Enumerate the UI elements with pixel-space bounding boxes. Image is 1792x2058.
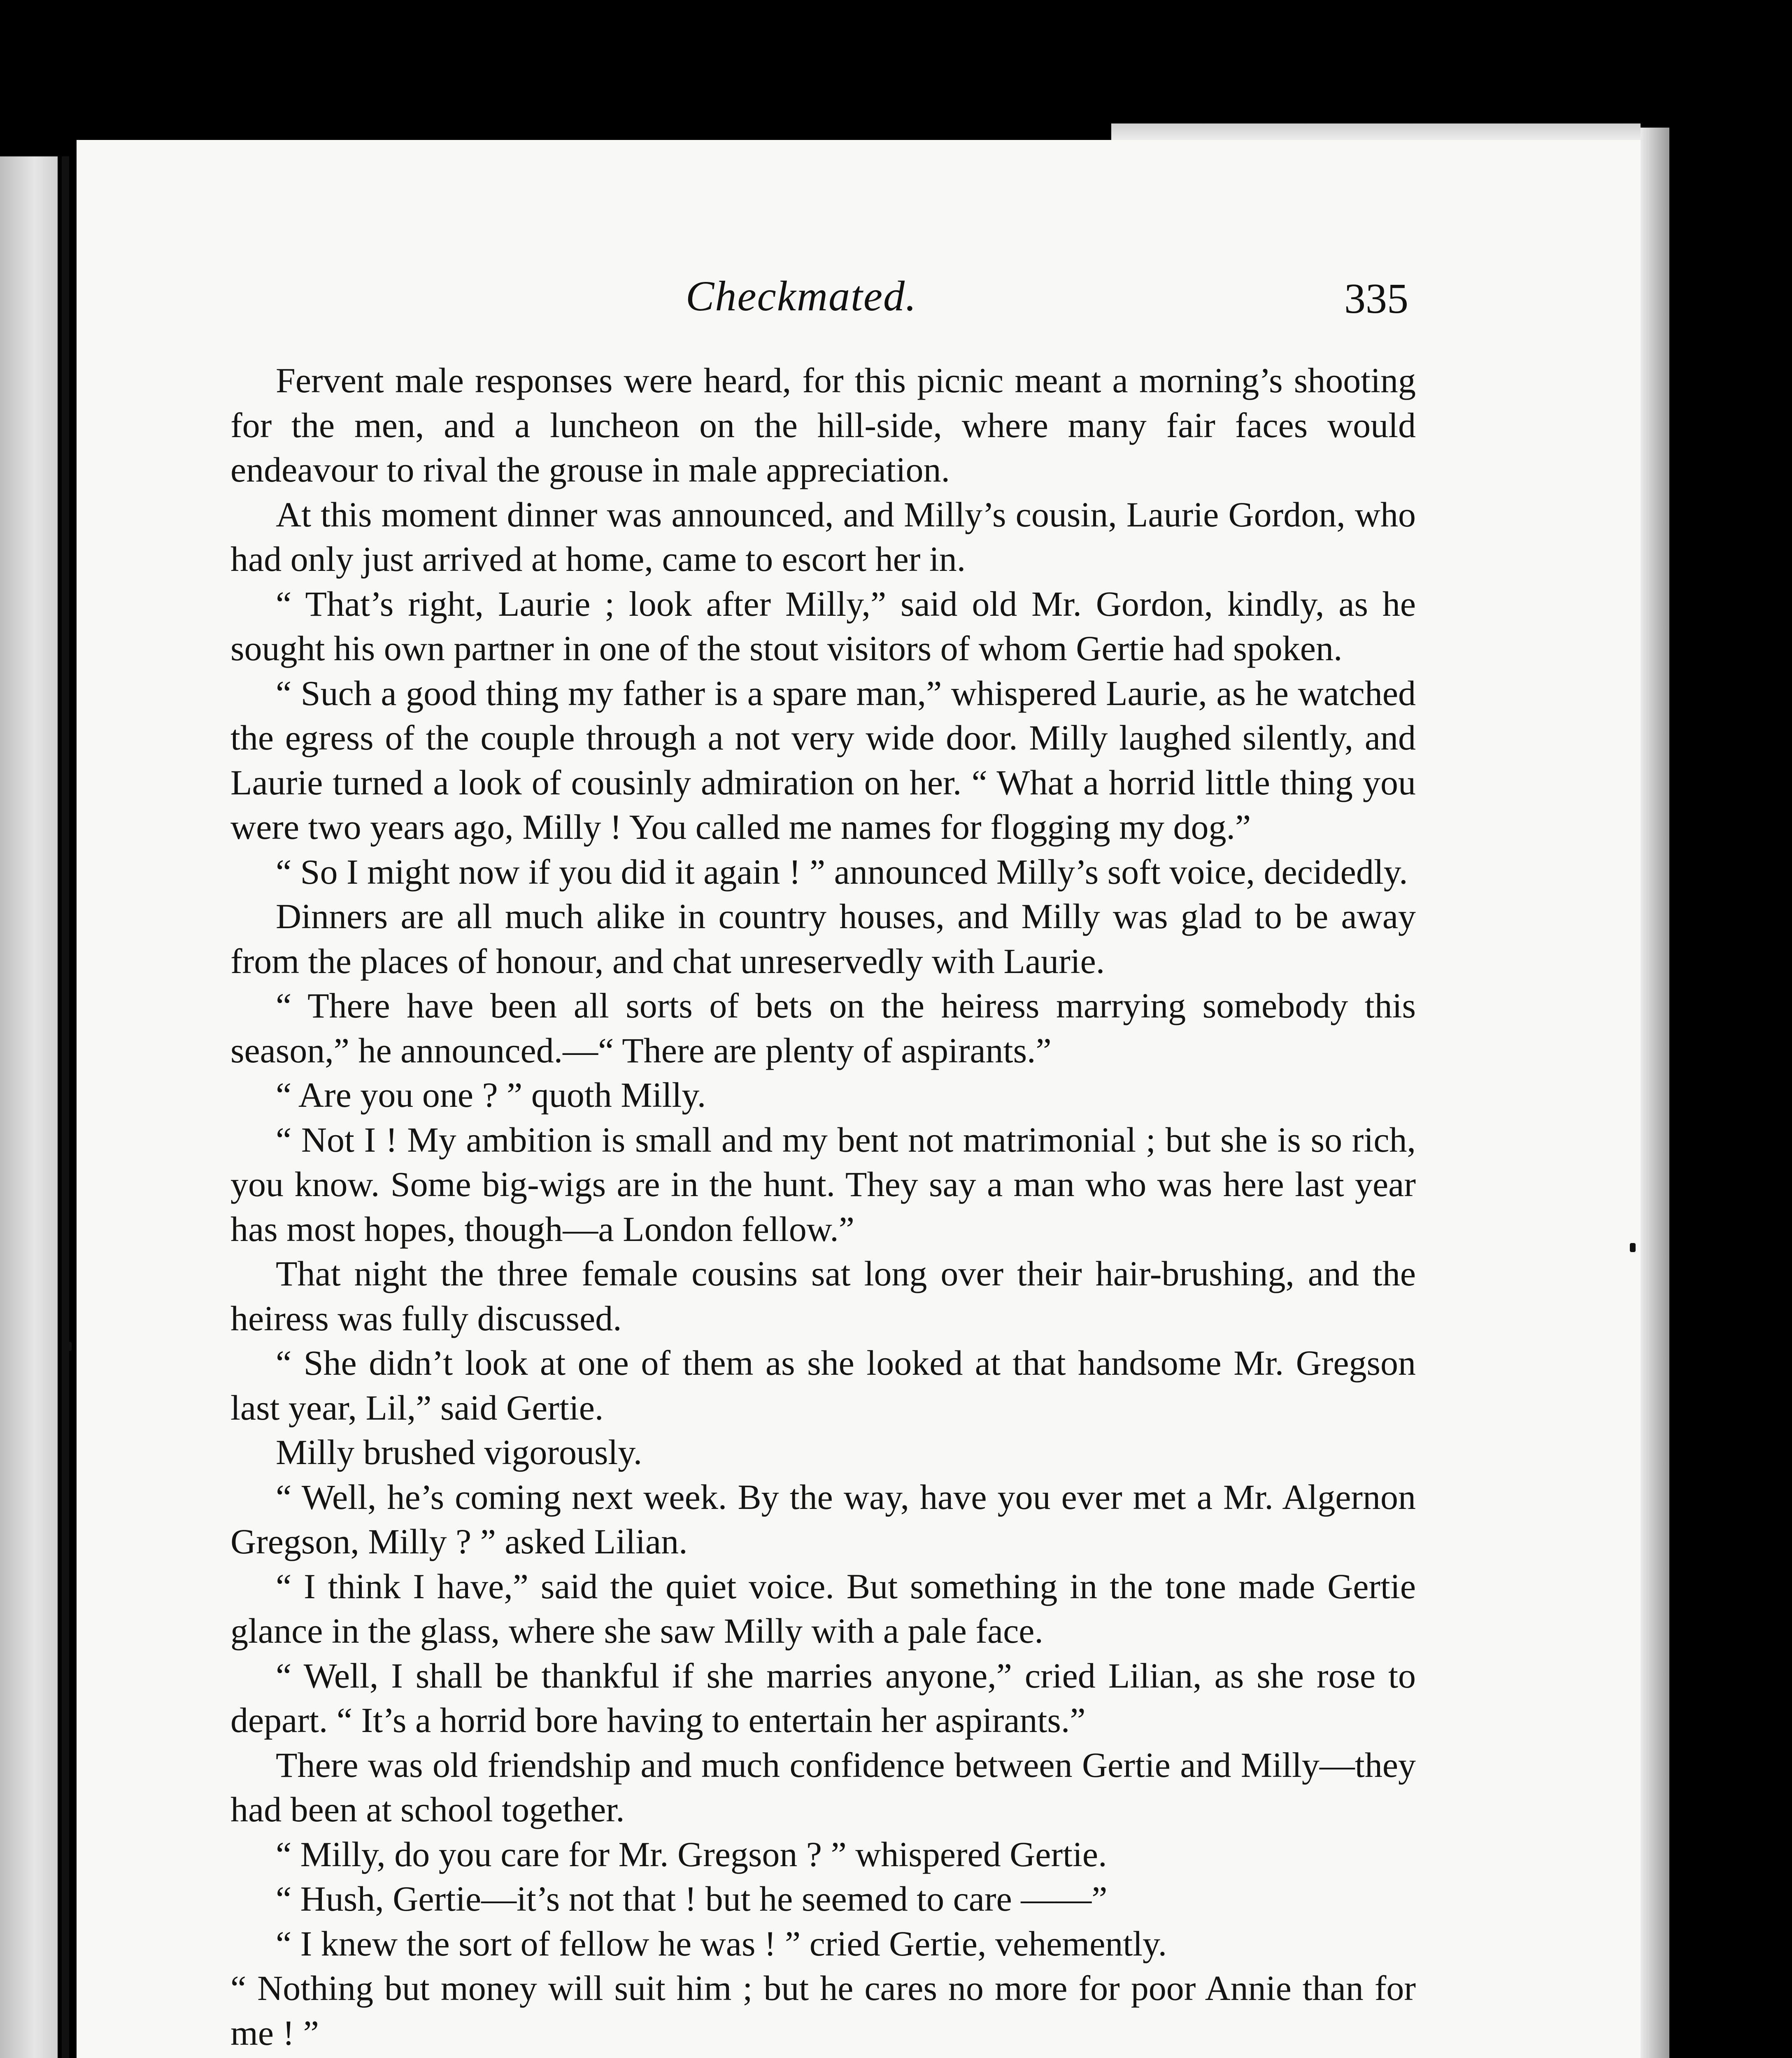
paragraph: “ Not I ! My ambition is small and my bent not matrimonial ; but she is so rich, you know. Some big-wigs are in the hunt. They say a man who was here last year has most hopes, though—a London fellow.” bbox=[230, 1120, 1416, 1249]
paragraph: “ Nothing but money will suit him ; but he cares no more for poor Annie than for me ! ” bbox=[230, 1968, 1416, 2053]
paragraph: “ Well, he’s coming next week. By the way, have you ever met a Mr. Algernon Gregson, Milly ? ” asked Lilian. bbox=[230, 1477, 1416, 1561]
paragraph: “ Milly, do you care for Mr. Gregson ? ” whispered Gertie. bbox=[276, 1834, 1107, 1874]
body-text bbox=[230, 358, 1416, 2055]
page-gutter-shadow bbox=[62, 156, 69, 2058]
paragraph: Fervent male responses were heard, for this picnic meant a morning’s shooting for the men, and a luncheon on the hill-side, where many fair faces would endeavour to rival the grouse in male appreciation. bbox=[230, 361, 1416, 489]
paragraph: There was old friendship and much confidence between Gertie and Milly—they had been at school together. bbox=[230, 1745, 1416, 1829]
running-title: Checkmated. bbox=[686, 272, 917, 320]
facing-page-edge bbox=[0, 156, 58, 2058]
paragraph: “ I think I have,” said the quiet voice. But something in the tone made Gertie glance in the glass, where she saw Milly with a pale face. bbox=[230, 1566, 1416, 1651]
paragraph: “ Hush, Gertie—it’s not that ! but he seemed to care ——” bbox=[276, 1879, 1108, 1918]
paragraph: “ Such a good thing my father is a spare man,” whispered Laurie, as he watched the egress of the couple through a not very wide door. Milly laughed silently, and Laurie turned a look of cousinly admiration on her. “ What a horrid little thing you were two years ago, Milly ! You called me names for flogging my dog.” bbox=[230, 673, 1416, 847]
paragraph: “ So I might now if you did it again ! ” announced Milly’s soft voice, decidedly. bbox=[276, 852, 1408, 892]
paragraph: That night the three female cousins sat long over their hair-brushing, and the heiress was fully discussed. bbox=[230, 1254, 1416, 1338]
print-speck bbox=[1630, 1243, 1636, 1252]
paragraph: “ I knew the sort of fellow he was ! ” cried Gertie, vehemently. bbox=[276, 1923, 1167, 1963]
paragraph: Dinners are all much alike in country houses, and Milly was glad to be away from the places of honour, and chat unreservedly with Laurie. bbox=[230, 896, 1416, 981]
paragraph: At this moment dinner was announced, and Milly’s cousin, Laurie Gordon, who had only just arrived at home, came to escort her in. bbox=[230, 494, 1416, 579]
paragraph: “ There have been all sorts of bets on the heiress marrying somebody this season,” he announced.—“ There are plenty of aspirants.” bbox=[230, 986, 1416, 1070]
paragraph: Milly brushed vigorously. bbox=[276, 1432, 642, 1472]
paragraph: “ Are you one ? ” quoth Milly. bbox=[276, 1075, 706, 1115]
page-number: 335 bbox=[1344, 275, 1408, 322]
paragraph: “ That’s right, Laurie ; look after Milly,” said old Mr. Gordon, kindly, as he sought his own partner in one of the stout visitors of whom Gertie had spoken. bbox=[230, 584, 1416, 668]
paragraph: “ She didn’t look at one of them as she looked at that handsome Mr. Gregson last year, Lil,” said Gertie. bbox=[230, 1343, 1416, 1427]
paragraph: “ Well, I shall be thankful if she marries anyone,” cried Lilian, as she rose to depart. “ It’s a horrid bore having to entertain her aspirants.” bbox=[230, 1655, 1416, 1740]
page-header bbox=[77, 272, 1641, 338]
page-edge-shadow bbox=[1641, 128, 1669, 2058]
print-speck bbox=[66, 1342, 72, 1351]
